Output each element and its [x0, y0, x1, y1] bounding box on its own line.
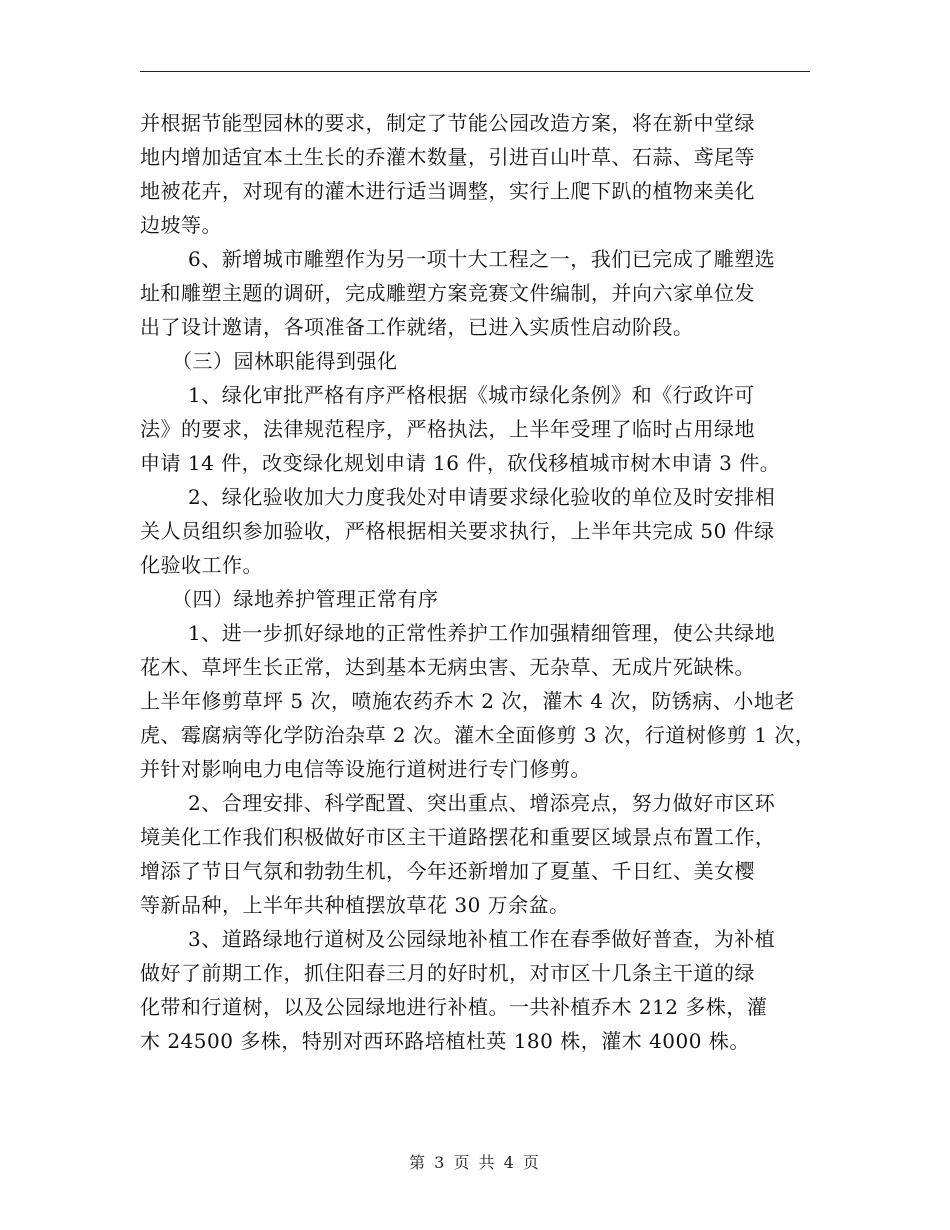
- text-line: 1、进一步抓好绿地的正常性养护工作加强精细管理，使公共绿地: [188, 621, 776, 645]
- section-heading: （四）绿地养护管理正常有序: [172, 587, 439, 611]
- text-line: 地内增加适宜本土生长的乔灌木数量，引进百山叶草、石蒜、鸢尾等: [140, 145, 755, 169]
- text-line: 关人员组织参加验收，严格根据相关要求执行，上半年共完成 50 件绿: [140, 519, 775, 543]
- text-line: 等新品种，上半年共种植摆放草花 30 万余盆。: [140, 893, 570, 917]
- text-line: 增添了节日气氛和勃勃生机，今年还新增加了夏堇、千日红、美女樱: [140, 859, 755, 883]
- text-line: 并针对影响电力电信等设施行道树进行专门修剪。: [140, 757, 591, 781]
- page-number-footer: 第 3 页 共 4 页: [409, 1153, 541, 1172]
- text-line: 1、绿化审批严格有序严格根据《城市绿化条例》和《行政许可: [188, 383, 755, 407]
- document-body: [140, 106, 816, 1058]
- text-line: 法》的要求，法律规范程序，严格执法，上半年受理了临时占用绿地: [140, 417, 755, 441]
- section-heading: （三）园林职能得到强化: [172, 349, 398, 373]
- text-line: 2、合理安排、科学配置、突出重点、增添亮点，努力做好市区环: [188, 791, 776, 815]
- text-line: 花木、草坪生长正常，达到基本无病虫害、无杂草、无成片死缺株。: [140, 655, 755, 679]
- text-line: 出了设计邀请，各项准备工作就绪，已进入实质性启动阶段。: [140, 315, 694, 339]
- text-line: 址和雕塑主题的调研，完成雕塑方案竞赛文件编制，并向六家单位发: [140, 281, 755, 305]
- text-line: 3、道路绿地行道树及公园绿地补植工作在春季做好普查，为补植: [188, 927, 776, 951]
- text-line: 境美化工作我们积极做好市区主干道路摆花和重要区域景点布置工作，: [140, 825, 776, 849]
- header-rule: [140, 71, 810, 72]
- text-line: 并根据节能型园林的要求，制定了节能公园改造方案，将在新中堂绿: [140, 111, 755, 135]
- text-line: 边坡等。: [140, 213, 222, 237]
- text-line: 上半年修剪草坪 5 次，喷施农药乔木 2 次，灌木 4 次，防锈病、小地老: [140, 689, 795, 713]
- text-line: 化带和行道树，以及公园绿地进行补植。一共补植乔木 212 多株，灌: [140, 995, 768, 1019]
- text-line: 2、绿化验收加大力度我处对申请要求绿化验收的单位及时安排相: [188, 485, 776, 509]
- text-line: 6、新增城市雕塑作为另一项十大工程之一，我们已完成了雕塑选: [188, 247, 776, 271]
- text-line: 化验收工作。: [140, 553, 263, 577]
- text-line: 木 24500 多株，特别对西环路培植杜英 180 株，灌木 4000 株。: [140, 1029, 750, 1053]
- text-line: 地被花卉，对现有的灌木进行适当调整，实行上爬下趴的植物来美化: [140, 179, 755, 203]
- text-line: 虎、霉腐病等化学防治杂草 2 次。灌木全面修剪 3 次，行道树修剪 1 次，: [140, 723, 816, 747]
- text-line: 做好了前期工作，抓住阳春三月的好时机，对市区十几条主干道的绿: [140, 961, 755, 985]
- text-line: 申请 14 件，改变绿化规划申请 16 件，砍伐移植城市树木申请 3 件。: [140, 451, 781, 475]
